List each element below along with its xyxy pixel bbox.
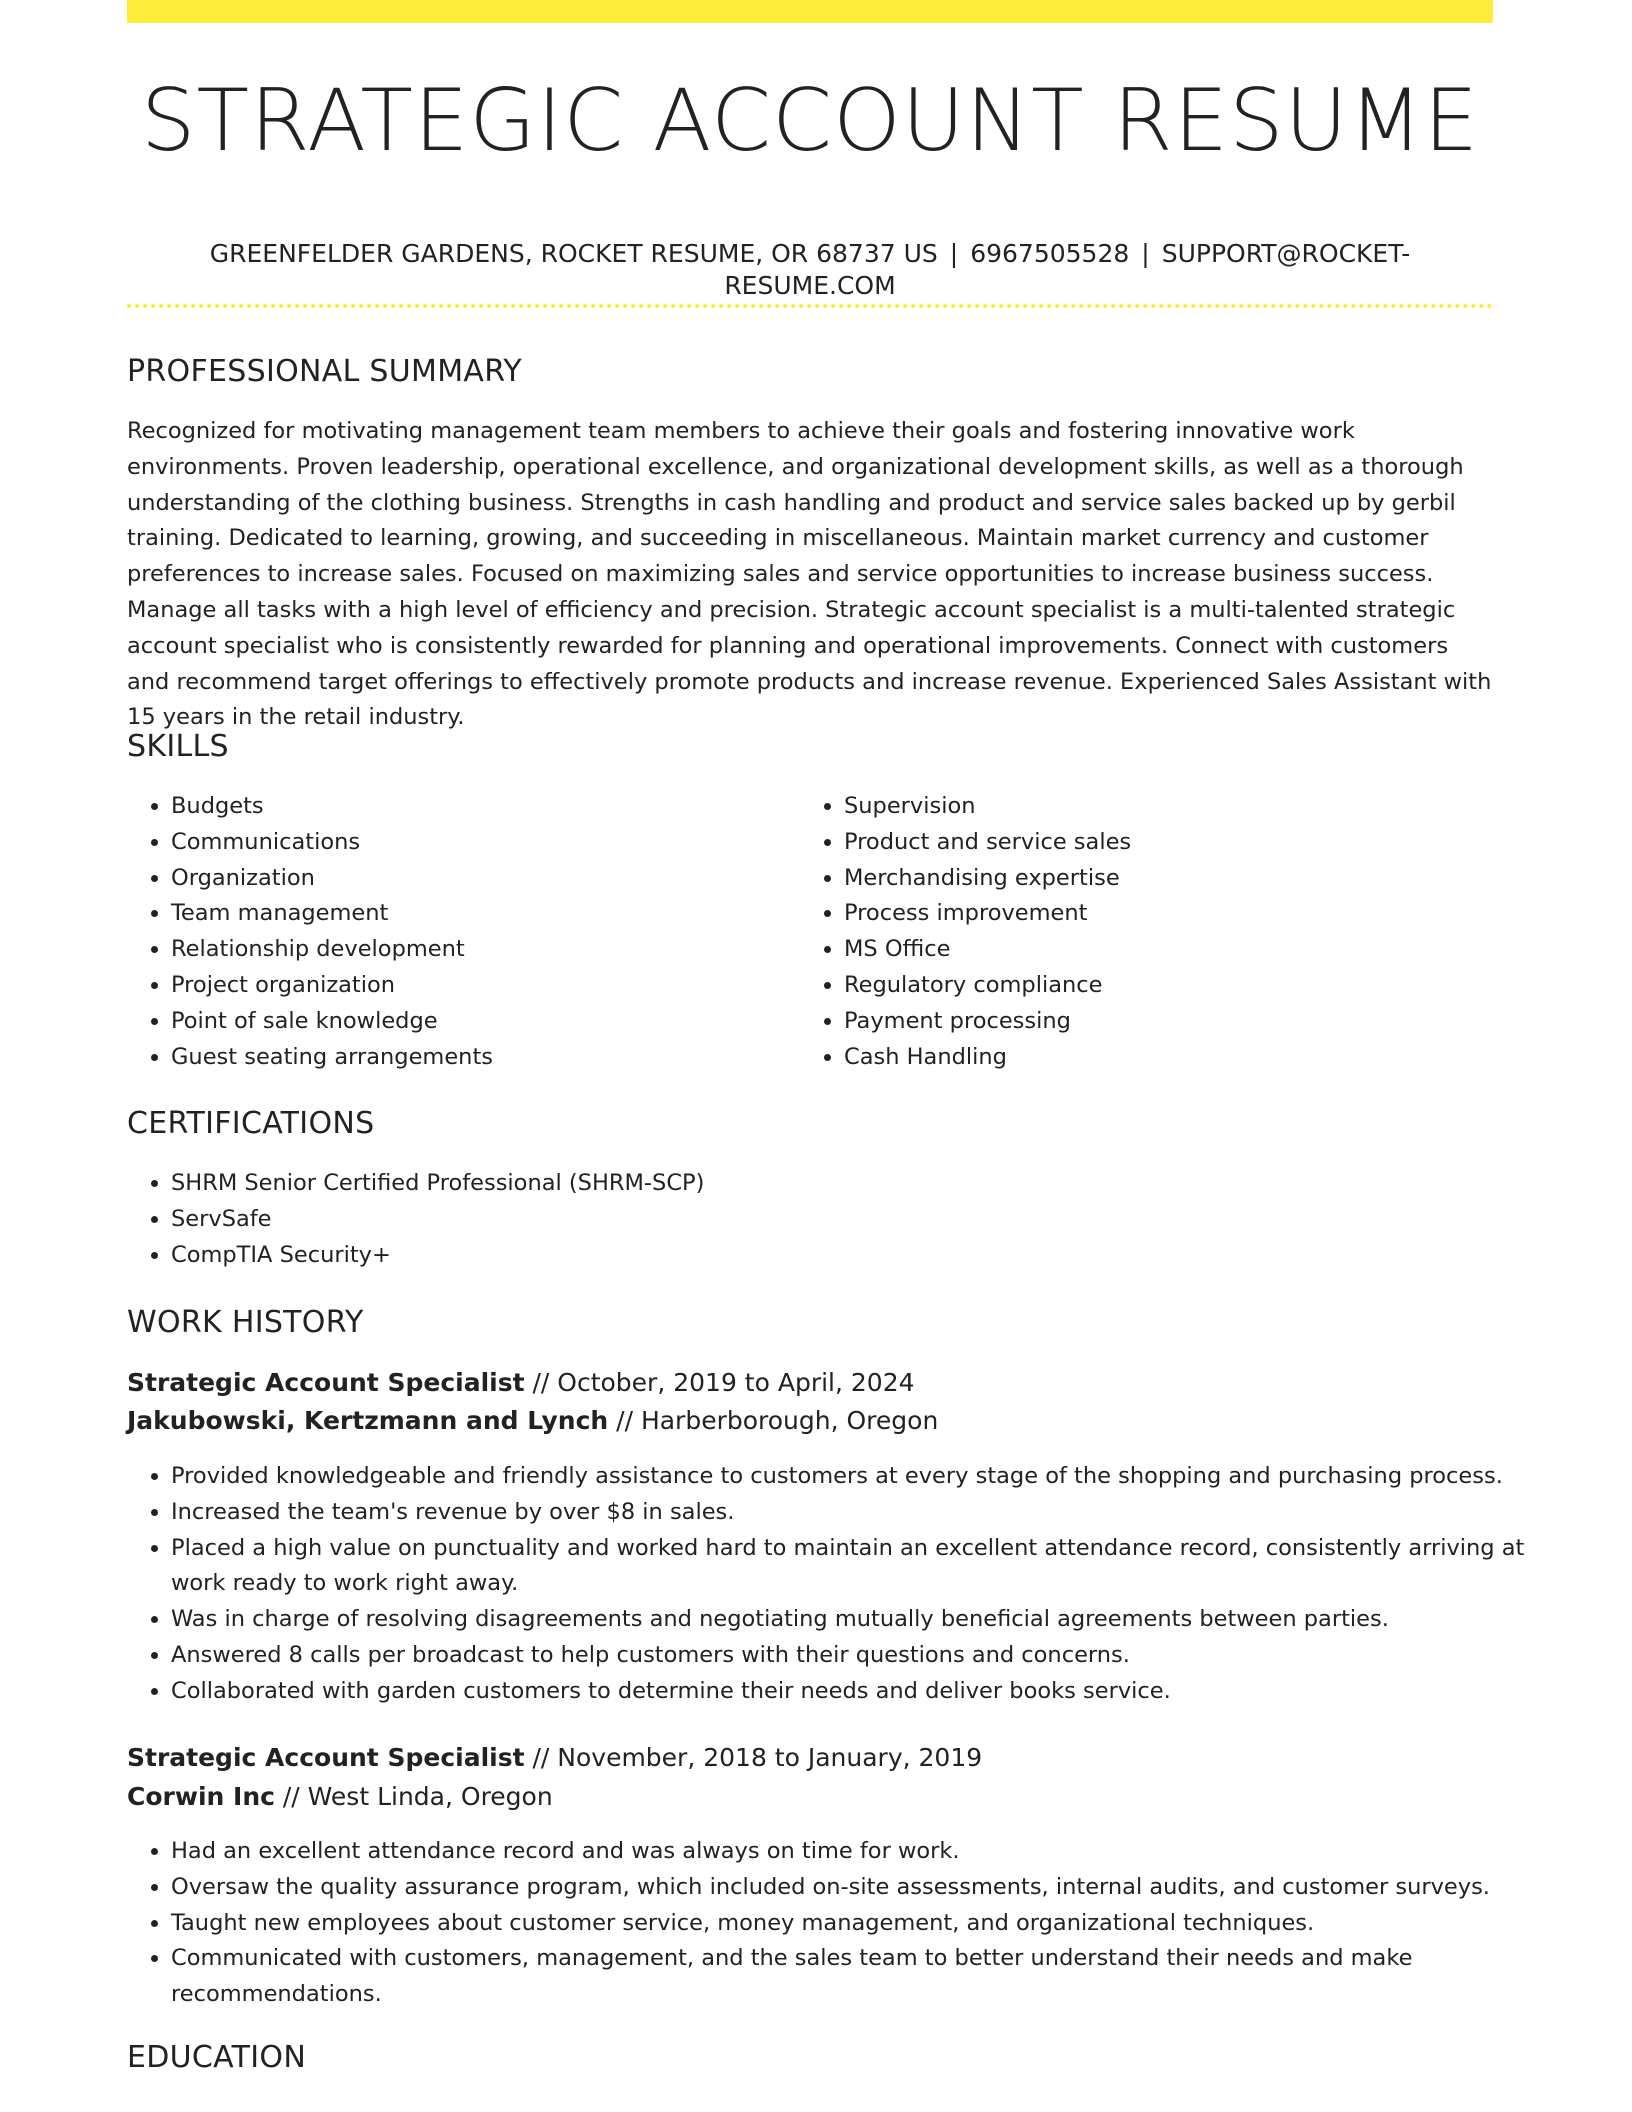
job-1-company-line [127, 1404, 938, 1438]
job-location: // West Linda, Oregon [274, 1782, 553, 1811]
job-dates: // November, 2018 to January, 2019 [524, 1743, 983, 1772]
duty-item: • Communicated with customers, management, and the sales team to better understand their needs and make recommendations. [171, 1941, 1537, 2013]
skills-heading: SKILLS [127, 729, 229, 764]
job-dates: // October, 2019 to April, 2024 [524, 1368, 915, 1397]
contact-separator: | [1141, 239, 1150, 268]
skill-item: • Guest seating arrangements [171, 1040, 791, 1076]
skill-item: • Team management [171, 896, 791, 932]
job-1-duties [127, 1459, 1537, 1710]
skill-item: • Budgets [171, 789, 791, 825]
certifications-heading: CERTIFICATIONS [127, 1106, 375, 1141]
job-2-title-line [127, 1741, 982, 1775]
certifications-list [127, 1166, 1471, 1273]
skill-item: • Project organization [171, 968, 791, 1004]
skill-item: • Relationship development [171, 932, 791, 968]
job-2-company-line [127, 1780, 553, 1814]
duty-item: • Taught new employees about customer service, money management, and organizational techniques. [171, 1906, 1537, 1942]
duty-item: • Placed a high value on punctuality and worked hard to maintain an excellent attendance record, consistently arriving at work ready to work right away. [171, 1531, 1537, 1603]
resume-title: STRATEGIC ACCOUNT RESUME [140, 71, 1480, 171]
contact-separator: | [949, 239, 959, 268]
contact-address: GREENFELDER GARDENS, ROCKET RESUME, OR 68737 US [209, 239, 938, 268]
work-history-heading: WORK HISTORY [127, 1305, 364, 1340]
contact-phone: 6967505528 [970, 239, 1130, 268]
skill-item: • Regulatory compliance [844, 968, 1464, 1004]
job-1-title-line [127, 1366, 915, 1400]
contact-line [127, 238, 1493, 302]
contact-email[interactable]: SUPPORT@ROCKET-RESUME.COM [724, 239, 1411, 300]
skill-item: • Communications [171, 825, 791, 861]
duty-item: • Answered 8 calls per broadcast to help customers with their questions and concerns. [171, 1638, 1537, 1674]
skill-item: • Process improvement [844, 896, 1464, 932]
duty-item: • Increased the team's revenue by over $8 in sales. [171, 1495, 1537, 1531]
duty-item: • Had an excellent attendance record and was always on time for work. [171, 1834, 1537, 1870]
job-location: // Harberborough, Oregon [608, 1406, 939, 1435]
duty-item: • Oversaw the quality assurance program, which included on-site assessments, internal audits, and customer surveys. [171, 1870, 1537, 1906]
duty-item: • Provided knowledgeable and friendly assistance to customers at every stage of the shopping and purchasing process. [171, 1459, 1537, 1495]
skill-item: • Cash Handling [844, 1040, 1464, 1076]
duty-item: • Was in charge of resolving disagreements and negotiating mutually beneficial agreements between parties. [171, 1602, 1537, 1638]
header-divider [127, 304, 1493, 308]
skill-item: • MS Office [844, 932, 1464, 968]
education-heading: EDUCATION [127, 2040, 307, 2075]
skill-item: • Product and service sales [844, 825, 1464, 861]
job-title: Strategic Account Specialist [127, 1368, 525, 1397]
skill-item: • Point of sale knowledge [171, 1004, 791, 1040]
job-2-duties [127, 1834, 1537, 2013]
duty-item: • Collaborated with garden customers to determine their needs and deliver books service. [171, 1674, 1537, 1710]
job-company: Jakubowski, Kertzmann and Lynch [127, 1406, 609, 1435]
summary-text: Recognized for motivating management team members to achieve their goals and fostering innovative work environments. Proven leadership, operational excellence, and organizational development skills, as well as a thorough understanding of the clothing business. Strengths in cash handling and product and service sales backed up by gerbil training. Dedicated to learning, growing, and succeeding in miscellaneous. Maintain market currency and customer preferences to increase sales. Focused on maximizing sales and service opportunities to increase business success. Manage all tasks with a high level of efficiency and precision. Strategic account specialist is a multi-talented strategic account specialist who is consistently rewarded for planning and operational improvements. Connect with customers and recommend target offerings to effectively promote products and increase revenue. Experienced Sales Assistant with 15 years in the retail industry. [127, 418, 1492, 731]
certification-item: • ServSafe [171, 1202, 1471, 1238]
skill-item: • Payment processing [844, 1004, 1464, 1040]
summary-heading: PROFESSIONAL SUMMARY [127, 354, 523, 389]
certification-item: • CompTIA Security+ [171, 1238, 1471, 1274]
skills-list-right [800, 789, 1464, 1075]
certification-item: • SHRM Senior Certified Professional (SHRM-SCP) [171, 1166, 1471, 1202]
skills-list-left [127, 789, 791, 1075]
skill-item: • Merchandising expertise [844, 861, 1464, 897]
job-title: Strategic Account Specialist [127, 1743, 525, 1772]
skill-item: • Supervision [844, 789, 1464, 825]
top-accent-bar [127, 0, 1493, 23]
skill-item: • Organization [171, 861, 791, 897]
job-company: Corwin Inc [127, 1782, 275, 1811]
